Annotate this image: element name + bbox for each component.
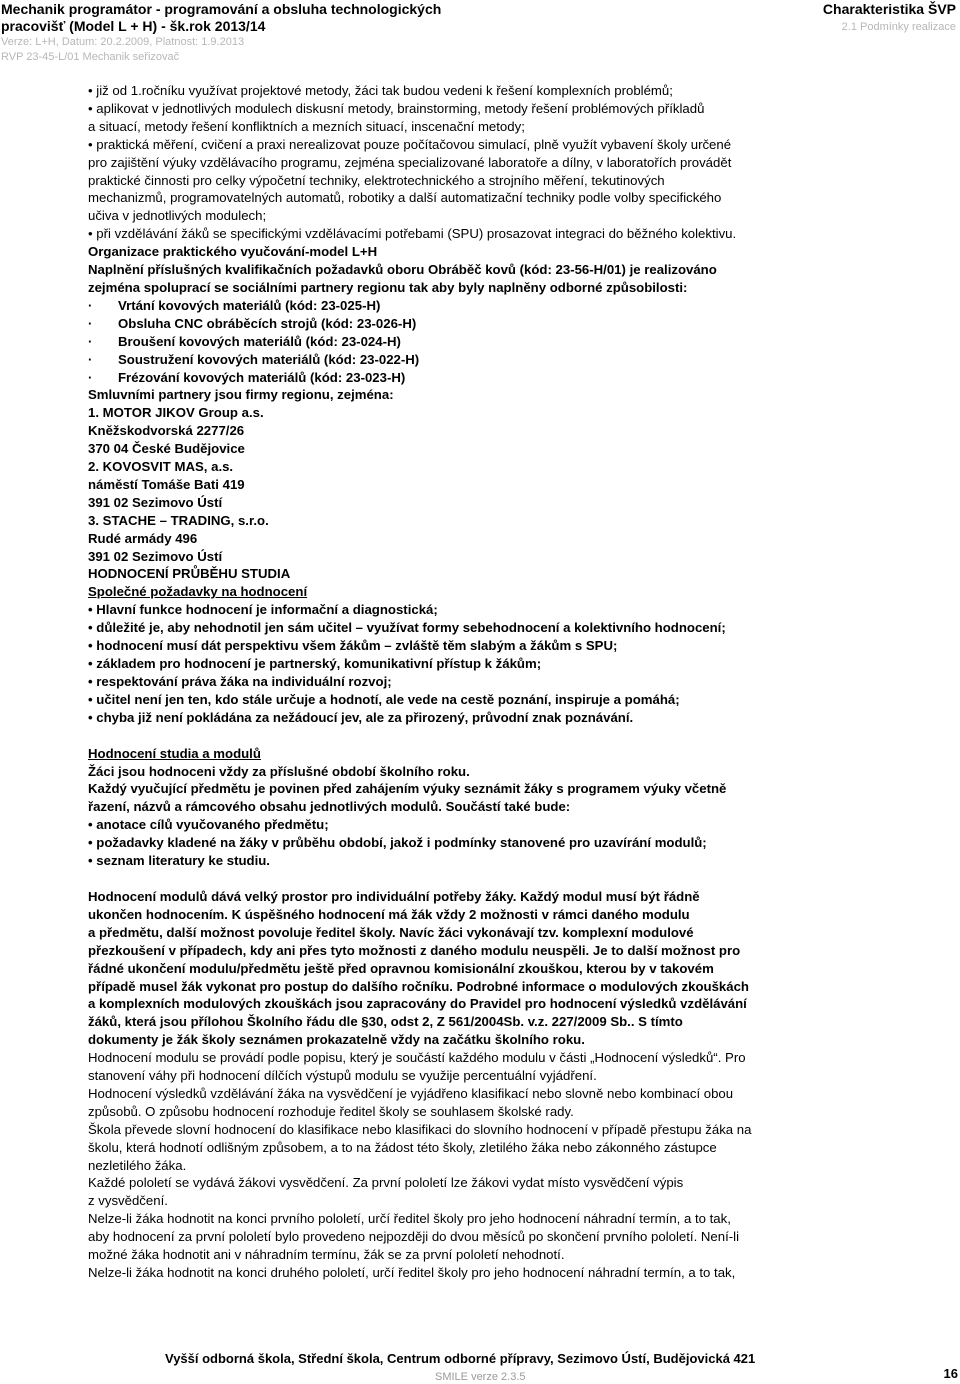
text-line: případě musel žák vykonat pro postup do dalšího ročníku. Podrobné informace o modulových zkouškách xyxy=(88,978,749,994)
text-line: možné žáka hodnotit ani v náhradním termínu, žák se za první pololetí nehodnotí. xyxy=(88,1247,565,1263)
list-item: • učitel není jen ten, kdo stále určuje a hodnotí, ale vede na cestě poznání, inspiruje a pomáhá; xyxy=(88,691,868,709)
qualification-item: · Soustružení kovových materiálů (kód: 23-022-H) xyxy=(88,351,420,367)
text-line: řádné ukončení modulu/předmětu ještě před opravnou komisionální zkouškou, kterou by v takovém xyxy=(88,960,714,976)
text-line: ukončen hodnocením. K úspěšného hodnocení má žák vždy 2 možnosti v rámci daného modulu xyxy=(88,906,690,922)
text-line: Každý vyučující předmětu je povinen před zahájením výuky seznámit žáky s programem výuky včetně xyxy=(88,781,727,797)
partner-address: Kněžskodvorská 2277/26 xyxy=(88,423,245,439)
document-title-line1: Mechanik programátor - programování a obsluha technologických xyxy=(1,1,442,17)
list-item: • chyba již není pokládána za nežádoucí jev, ale za přirozený, průvodní znak poznávání. xyxy=(88,709,868,727)
document-title-line2: pracovišť (Model L + H) - šk.rok 2013/14 xyxy=(1,18,266,34)
text-line: zejména spoluprací se sociálními partnery regionu tak aby byly naplněny odborné způsobilosti: xyxy=(88,279,688,295)
text-line: a předmětu, další možnost povoluje ředitel školy. Navíc žáci vykonávají tzv. komplexní modulové xyxy=(88,924,694,940)
text-line: žáků, která jsou přílohou Školního řádu dle §30, odst 2, Z 561/2004Sb. v.z. 227/2009 Sb.. S tímto xyxy=(88,1014,683,1030)
list-item: • seznam literatury ke studiu. xyxy=(88,852,868,870)
text-line: Smluvními partnery jsou firmy regionu, zejména: xyxy=(88,387,394,403)
section-heading: Organizace praktického vyučování-model L+H xyxy=(88,244,378,260)
school-name: Vyšší odborná škola, Střední škola, Centrum odborné přípravy, Sezimovo Ústí, Budějovická 421 xyxy=(165,1351,756,1366)
text-line: učiva v jednotlivých modulech; xyxy=(88,208,267,224)
section-heading: HODNOCENÍ PRŮBĚHU STUDIA xyxy=(88,566,291,582)
partner-address: Rudé armády 496 xyxy=(88,530,198,546)
partner-address: 391 02 Sezimovo Ústí xyxy=(88,548,223,564)
text-line: aby hodnocení za první pololetí bylo provedeno nejpozději do dvou měsíců po skončení prvního pololetí. Není-li xyxy=(88,1229,739,1245)
list-item: • základem pro hodnocení je partnerský, komunikativní přístup k žákům; xyxy=(88,655,868,673)
page-header xyxy=(0,0,960,62)
page-number: 16 xyxy=(943,1366,958,1381)
subsection-heading: Společné požadavky na hodnocení xyxy=(88,584,308,600)
list-item: • anotace cílů vyučovaného předmětu; xyxy=(88,816,868,834)
version-info: Verze: L+H, Datum: 20.2.2009, Platnost: 1.9.2013 xyxy=(1,36,245,48)
text-line: mechanizmů, programovatelných automatů, robotiky a další automatizační techniky podle volby specifického xyxy=(88,190,722,206)
text-line: způsobů. O způsobu hodnocení rozhoduje ředitel školy se souhlasem školské rady. xyxy=(88,1103,574,1119)
software-version: SMILE verze 2.3.5 xyxy=(435,1371,526,1383)
text-line: a komplexních modulových zkouškách jsou zapracovány do Pravidel pro hodnocení výsledků vzdělávání xyxy=(88,996,747,1012)
header-right xyxy=(823,1,956,35)
list-item: • Hlavní funkce hodnocení je informační a diagnostická; xyxy=(88,601,868,619)
text-line: Naplnění příslušných kvalifikačních požadavků oboru Obráběč kovů (kód: 23-56-H/01) je realizováno xyxy=(88,262,717,278)
text-line: praktické činnosti pro celky výpočetní techniky, elektrotechnického a strojního měření, tekutinových xyxy=(88,172,665,188)
text-line: pro zajištění výuky vzdělávacího programu, zejména specializované laboratoře a dílny, v laboratořích provádět xyxy=(88,154,732,170)
page-footer xyxy=(0,1348,960,1384)
partner-name: 1. MOTOR JIKOV Group a.s. xyxy=(88,405,264,421)
header-left xyxy=(1,1,441,65)
text-line: a situací, metody řešení konfliktních a mezních situací, inscenační metody; xyxy=(88,118,525,134)
text-line: Nelze-li žáka hodnotit na konci prvního pololetí, určí ředitel školy pro jeho hodnocení náhradní termín, a to tak, xyxy=(88,1211,731,1227)
list-item: • hodnocení musí dát perspektivu všem žákům – zvláště těm slabým a žákům s SPU; xyxy=(88,637,868,655)
partner-name: 3. STACHE – TRADING, s.r.o. xyxy=(88,512,269,528)
text-line: Každé pololetí se vydává žákovi vysvědčení. Za první pololetí lze žákovi vydat místo vysvědčení výpis xyxy=(88,1175,684,1191)
list-item: • důležité je, aby nehodnotil jen sám učitel – využívat formy sebehodnocení a kolektivního hodnocení; xyxy=(88,619,868,637)
partner-address: 391 02 Sezimovo Ústí xyxy=(88,494,223,510)
qualification-item: · Broušení kovových materiálů (kód: 23-024-H) xyxy=(88,333,401,349)
text-line: řazení, názvů a rámcového obsahu jednotlivých modulů. Součástí také bude: xyxy=(88,799,571,815)
list-item: • respektování práva žáka na individuální rozvoj; xyxy=(88,673,868,691)
text-line: Hodnocení modulu se provádí podle popisu, který je součástí každého modulu v části „Hodnocení výsledků“. Pro xyxy=(88,1050,746,1066)
rvp-info: RVP 23-45-L/01 Mechanik seřizovač xyxy=(1,51,180,63)
subsection-heading: Hodnocení studia a modulů xyxy=(88,745,261,761)
list-item: • požadavky kladené na žáky v průběhu období, jakož i podmínky stanovené pro uzavírání modulů; xyxy=(88,834,868,852)
text-line: Hodnocení výsledků vzdělávání žáka na vysvědčení je vyjádřeno klasifikací nebo slovně nebo kombinací obou xyxy=(88,1085,734,1101)
text-line: • aplikovat v jednotlivých modulech diskusní metody, brainstorming, metody řešení problémových příkladů xyxy=(88,100,868,118)
text-line: Škola převede slovní hodnocení do klasifikace nebo klasifikaci do slovního hodnocení v případě přestupu žáka na xyxy=(88,1121,752,1137)
text-line: Hodnocení modulů dává velký prostor pro individuální potřeby žáky. Každý modul musí být řádně xyxy=(88,888,700,904)
text-line: nezletilého žáka. xyxy=(88,1157,187,1173)
section-title: Charakteristika ŠVP xyxy=(822,1,956,17)
text-line: • praktická měření, cvičení a praxi nerealizovat pouze počítačovou simulací, plně využít vybavení školy určené xyxy=(88,136,868,154)
partner-address: 370 04 České Budějovice xyxy=(88,441,245,457)
qualification-item: · Obsluha CNC obráběcích strojů (kód: 23-026-H) xyxy=(88,315,417,331)
qualification-item: · Vrtání kovových materiálů (kód: 23-025-H) xyxy=(88,297,381,313)
partner-name: 2. KOVOSVIT MAS, a.s. xyxy=(88,459,234,475)
text-line: Nelze-li žáka hodnotit na konci druhého pololetí, určí ředitel školy pro jeho hodnocení náhradní termín, a to tak, xyxy=(88,1265,736,1280)
text-line: • již od 1.ročníku využívat projektové metody, žáci tak budou vedeni k řešení komplexních problémů; xyxy=(88,82,868,100)
text-line: z vysvědčení. xyxy=(88,1193,168,1209)
section-subtitle: 2.1 Podmínky realizace xyxy=(841,21,956,33)
text-line: stanovení váhy při hodnocení dílčích výstupů modulu se využije percentuální vyjádření. xyxy=(88,1068,597,1084)
text-line: přezkoušení v případech, kdy ani přes tyto možnosti z daného modulu neuspěli. Je to další možnost pro xyxy=(88,942,741,958)
partner-address: náměstí Tomáše Bati 419 xyxy=(88,476,245,492)
qualification-item: · Frézování kovových materiálů (kód: 23-023-H) xyxy=(88,369,406,385)
text-line: • při vzdělávání žáků se specifickými vzdělávacími potřebami (SPU) prosazovat integraci do běžného kolektivu. xyxy=(88,225,868,243)
text-line: dokumenty je žák školy seznámen prokazatelně vždy na začátku školního roku. xyxy=(88,1032,585,1048)
document-body xyxy=(88,82,868,1282)
text-line: školu, která hodnotí odlišným způsobem, a to na žádost této školy, zletilého žáka nebo zákonného zástupce xyxy=(88,1139,717,1155)
text-line: Žáci jsou hodnoceni vždy za příslušné období školního roku. xyxy=(88,763,470,779)
